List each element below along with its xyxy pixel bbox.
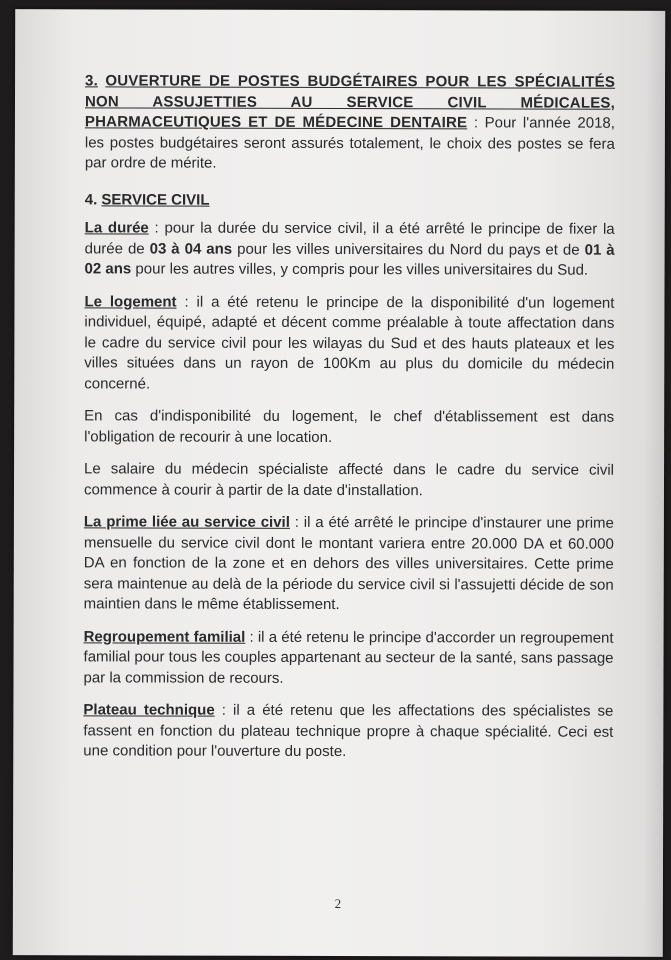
salaire-paragraph: Le salaire du médecin spécialiste affecté dans le cadre du service civil commence à courir à partir de la date d'installation. (83, 460, 615, 499)
duree-text-2: pour les villes universitaires du Nord du pays et de (232, 240, 585, 259)
duree-bold-1: 03 à 04 ans (149, 240, 233, 258)
prime-body: : il a été arrêté le principe d'instaurer une prime mensuelle du service civil dont le montant variera entre 20.000 DA et 60.000 DA en fonction de la zone et en dehors des villes universitaires. Cette prime sera maintenue au delà de la période du service civil si l'assujetti décide de son maintien dans le même établissement. (83, 513, 614, 614)
prime-paragraph (84, 512, 614, 616)
section-3-paragraph (85, 71, 615, 175)
plateau-paragraph (83, 700, 613, 763)
page-edge-shadow (643, 11, 665, 957)
duree-text-1: : pour la durée du service civil, il a été arrêté le principe de fixer la durée de (84, 219, 615, 258)
regroupement-label: Regroupement familial (83, 627, 246, 646)
page-number: 2 (334, 895, 342, 912)
duree-paragraph (85, 218, 615, 281)
section-3-number: 3. (85, 72, 98, 90)
regroupement-body: : il a été retenu le principe d'accorder un regroupement familial pour tous les couples appartenant au secteur de la santé, sans passage par la commission de recours. (83, 628, 614, 687)
section-4-number: 4. (84, 190, 98, 208)
regroupement-paragraph (83, 627, 613, 690)
prime-label: La prime liée au service civil (83, 513, 290, 531)
section-4-title-text: SERVICE CIVIL (101, 190, 210, 209)
logement-body: : il a été retenu le principe de la disponibilité d'un logement individuel, équipé, adapté et décent comme préalable à toute affectation dans le cadre du service civil pour les wilayas du Sud et des hauts plateaux et les villes situées dans un rayon de 100Km au plus du domicile du médecin concerné. (84, 293, 615, 393)
plateau-body: : il a été retenu que les affectations des spécialistes se fassent en fonction du plateau technique propre à chaque spécialité. Ceci est une condition pour l'ouverture du poste. (83, 701, 614, 761)
section-4-title (85, 190, 615, 212)
section-3-heading: OUVERTURE DE POSTES BUDGÉTAIRES POUR LES SPÉCIALITÉS NON ASSUJETTIES AU SERVICE CIVIL MÉDICALES, PHARMACEUTIQUES ET DE MÉDECINE DENTAIRE (84, 72, 616, 132)
plateau-label: Plateau technique (83, 701, 215, 719)
logement-label: Le logement (84, 292, 177, 311)
indisponibilite-paragraph: En cas d'indisponibilité du logement, le chef d'établissement est dans l'obligation de recourir à une location. (84, 407, 615, 446)
duree-label: La durée (84, 219, 149, 237)
duree-bold-2: 01 à 02 ans (84, 241, 615, 278)
section-3-body: : Pour l'année 2018, les postes budgétaires seront assurés totalement, le choix des postes se fera par ordre de mérite. (84, 114, 615, 172)
document-page (13, 9, 665, 957)
logement-paragraph (84, 292, 614, 396)
page-content (83, 71, 615, 775)
duree-text-3: pour les autres villes, y compris pour les villes universitaires du Sud. (131, 260, 589, 279)
